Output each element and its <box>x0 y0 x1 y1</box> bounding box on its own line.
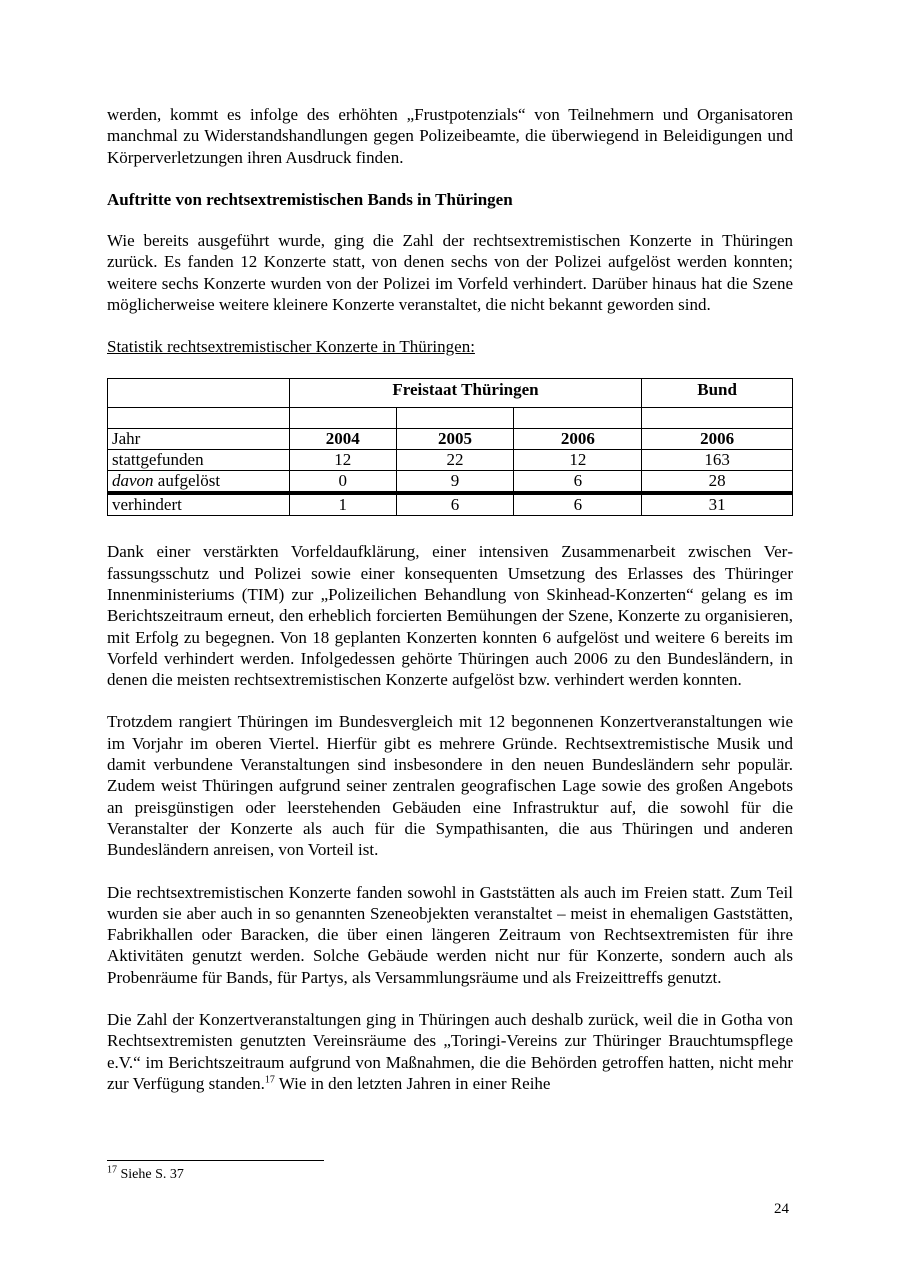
row-label-cell <box>108 471 290 494</box>
page-number: 24 <box>774 1201 789 1217</box>
year-cell: 2006 <box>514 429 642 450</box>
value-cell: 9 <box>396 471 514 494</box>
table-year-row <box>108 429 793 450</box>
value-cell: 6 <box>396 493 514 516</box>
paragraph-venues: Die rechtsextremistischen Konzerte fanden sowohl in Gaststätten als auch im Freien statt. Zum Teil wurden sie aber auch in so genannten Szeneobjekten veranstaltet – meist in ehemaligen Gaststätten, Fabrikhallen oder Baracken, die über einen längeren Zeitraum von Rechtsextremisten für ihre Aktivitäten genutzt werden. Solche Gebäude werden nicht nur für Konzerte, sondern auch als Probenräume für Bands, für Partys, als Versammlungsräume und als Freizeittreffs genutzt. <box>107 882 793 987</box>
table-corner-cell <box>108 379 290 408</box>
page-content <box>107 104 793 1094</box>
value-cell: 12 <box>289 450 396 471</box>
value-cell: 22 <box>396 450 514 471</box>
paragraph-ranking: Trotzdem rangiert Thüringen im Bundesvergleich mit 12 begonnenen Konzertveranstaltungen wie im Vorjahr im oberen Viertel. Hierfür gibt es mehrere Gründe. Rechtsextremistische Musik und damit verbundene Veranstaltungen sind insbesondere in den neuen Bundesländern sehr populär. Zudem weist Thüringen aufgrund seiner zentralen geografischen Lage sowie des großen Angebots an preisgünstigen oder leerstehenden Gebäuden eine Infrastruktur auf, die sowohl für die Veranstalter der Konzerte als auch für die Sympathisanten, die aus Thüringen und anderen Bundesländern anreisen, von Vorteil ist. <box>107 712 793 860</box>
year-cell: 2005 <box>396 429 514 450</box>
row-label-cell: verhindert <box>108 493 290 516</box>
table-row-aufgeloest <box>108 471 793 494</box>
row-label-cell: stattgefunden <box>108 450 290 471</box>
value-cell: 28 <box>642 471 793 494</box>
footnote-text: Siehe S. 37 <box>117 1167 184 1182</box>
paragraph-gotha-text: Die Zahl der Konzertveranstaltungen ging in Thüringen auch deshalb zurück, weil die in Gotha von Rechtsextremisten genutzten Vereinsräume des „Toringi-Vereins zur Thüringer Brauchtumspflege e.V.“ im Berichtszeitraum aufgrund von Maßnahmen, die die Behörden getroffen hatten, nicht mehr zur Verfügung standen. <box>107 1010 793 1093</box>
year-label-cell: Jahr <box>108 429 290 450</box>
value-cell: 1 <box>289 493 396 516</box>
value-cell: 0 <box>289 471 396 494</box>
row-label-text: aufgelöst <box>153 471 221 491</box>
paragraph-gotha-tail: Wie in den letzten Jahren in einer Reihe <box>274 1073 551 1093</box>
paragraph-prevention: Dank einer verstärkten Vorfeldaufklärung, einer intensiven Zusammenarbeit zwischen Verfassungsschutz und Polizei sowie einer konsequenten Umsetzung des Erlasses des Thüringer Innenministeriums (TIM) zur „Polizeilichen Behandlung von Skinhead-Konzerten“ gelang es im Berichtszeitraum erneut, den erheblich forcierten Bemühungen der Szene, Konzerte zu organisieren, mit Erfolg zu begegnen. Von 18 geplanten Konzerten konnten 6 aufgelöst und weitere 6 bereits im Vorfeld verhindert werden. Infolgedessen gehörte Thüringen auch 2006 zu den Bundesländern, in denen die meisten rechtsextremistischen Konzerte aufgelöst bzw. verhindert werden konnten. <box>107 542 793 690</box>
value-cell: 6 <box>514 493 642 516</box>
footnote-divider <box>107 1160 324 1161</box>
paragraph-concerts-decline: Wie bereits ausgeführt wurde, ging die Zahl der rechtsextremistischen Konzerte in Thüringen zurück. Es fanden 12 Konzerte statt, von denen sechs von der Polizei aufgelöst werden konnten; weitere sechs Konzerte wurden von der Polizei im Vorfeld verhindert. Darüber hinaus hat die Szene möglicherweise weitere kleinere Konzerte veranstaltet, die nicht bekannt geworden sind. <box>107 231 793 315</box>
row-label-emphasis: davon <box>112 471 154 491</box>
footnote <box>107 1164 184 1183</box>
paragraph-gotha <box>107 1009 793 1094</box>
concert-statistics-table <box>107 378 793 516</box>
footnote-number: 17 <box>107 1164 117 1176</box>
group-header-bund: Bund <box>642 379 793 408</box>
statistics-title: Statistik rechtsextremistischer Konzerte in Thüringen: <box>107 337 475 357</box>
table-group-header-row <box>108 379 793 408</box>
footnote-reference: 17 <box>264 1074 275 1086</box>
value-cell: 6 <box>514 471 642 494</box>
table-row-stattgefunden <box>108 450 793 471</box>
value-cell: 12 <box>514 450 642 471</box>
value-cell: 31 <box>642 493 793 516</box>
year-cell: 2004 <box>289 429 396 450</box>
table-row-verhindert <box>108 493 793 516</box>
year-cell: 2006 <box>642 429 793 450</box>
paragraph-intro: werden, kommt es infolge des erhöhten „Frustpotenzials“ von Teilnehmern und Organisatoren manchmal zu Widerstandshandlungen gegen Polizeibeamte, die überwiegend in Beleidigungen und Körperverletzungen ihren Ausdruck finden. <box>107 105 793 167</box>
group-header-thueringen: Freistaat Thüringen <box>289 379 641 408</box>
table-empty-row <box>108 408 793 429</box>
value-cell: 163 <box>642 450 793 471</box>
section-heading: Auftritte von rechtsextremistischen Bands in Thüringen <box>107 189 513 209</box>
